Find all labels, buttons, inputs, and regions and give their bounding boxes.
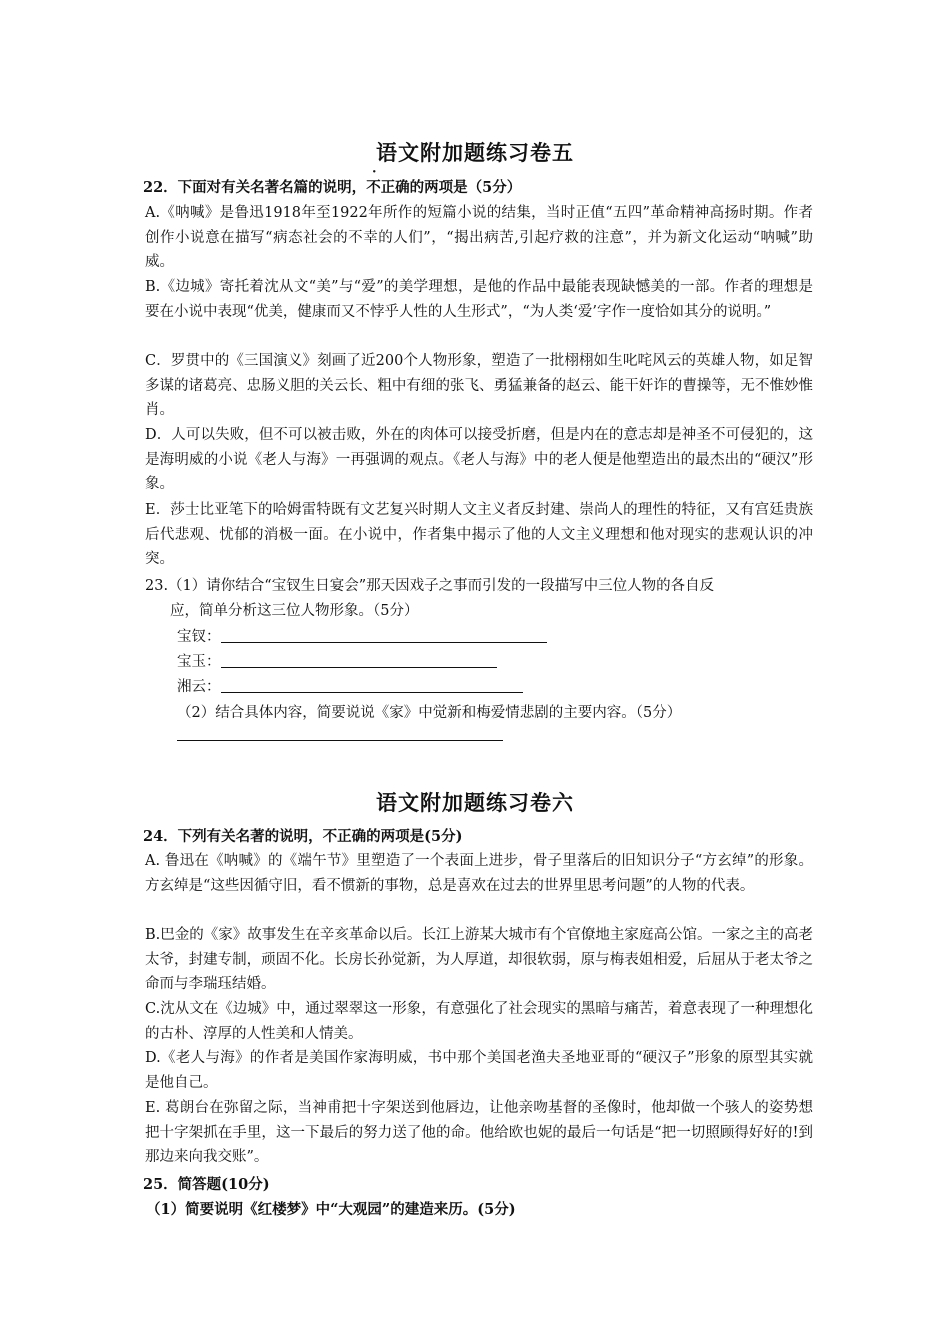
q24-option-b: B.巴金的《家》故事发生在辛亥革命以后。长江上游某大城市有个官僚地主家庭高公馆。一家之主的高老太爷，封建专制，顽固不化。长房长孙觉新，为人厚道，却很软弱，原与梅表姐相爱，后屈从于老太爷之命而与李瑞珏结婚。 xyxy=(145,927,813,993)
answer-row-q23-part2 xyxy=(177,726,503,743)
answer-row-baoyu xyxy=(177,650,497,671)
q22-option-a: A.《呐喊》是鲁迅1918年至1922年所作的短篇小说的结集，当时正值“五四”革命精神高扬时期。作者创作小说意在描写“病态社会的不幸的人们”，“揭出病苦,引起疗救的注意”，并为新文化运动“呐喊”助威。 xyxy=(145,205,813,271)
blank-xiangyun[interactable] xyxy=(221,678,523,693)
q22-prefix: 22．下面对有关名著名篇的说明， xyxy=(143,179,367,196)
q24-option-c: C.沈从文在《边城》中，通过翠翠这一形象，有意强化了社会现实的黑暗与痛苦，着意表现了一种理想化的古朴、淳厚的人性美和人情美。 xyxy=(145,1001,813,1042)
question-24-heading: 24．下列有关名著的说明，不正确的两项是(5分) xyxy=(143,828,463,845)
blank-baoyu[interactable] xyxy=(221,653,497,668)
q22-option-d: D．人可以失败，但不可以被击败，外在的肉体可以接受折磨，但是内在的意志却是神圣不可侵犯的，这是海明威的小说《老人与海》一再强调的观点。《老人与海》中的老人便是他塑造出的最杰出的“硬汉”形象。 xyxy=(145,427,813,493)
q22-option-b: B.《边城》寄托着沈从文“美”与“爱”的美学理想，是他的作品中最能表现缺憾美的一部。作者的理想是要在小说中表现“优美，健康而又不悖乎人性的人生形式”，“为人类‘爱’字作一度恰如其分的说明。” xyxy=(145,279,813,320)
q24-option-e: E. 葛朗台在弥留之际，当神甫把十字架送到他唇边，让他亲吻基督的圣像时，他却做一个骇人的姿势想把十字架抓在手里，这一下最后的努力送了他的命。他给欧也妮的最后一句话是“把一切照顾得好好的!到那边来向我交账”。 xyxy=(145,1100,813,1166)
answer-row-baochai xyxy=(177,625,547,646)
q24-option-d: D.《老人与海》的作者是美国作家海明威，书中那个美国老渔夫圣地亚哥的“硬汉子”形象的原型其实就是他自己。 xyxy=(145,1050,813,1091)
blank-q23-part2[interactable] xyxy=(177,726,503,741)
blank-baochai[interactable] xyxy=(221,628,547,643)
question-22-heading xyxy=(143,176,521,197)
q23-part2: （2）结合具体内容，简要说说《家》中觉新和梅爱情悲剧的主要内容。（5分） xyxy=(177,705,682,721)
label-baoyu: 宝玉： xyxy=(177,654,221,670)
answer-row-xiangyun xyxy=(177,675,523,696)
section5-title: 语文附加题练习卷五 xyxy=(376,140,574,165)
q25-part1: （1）简要说明《红楼梦》中“大观园”的建造来历。(5分) xyxy=(146,1201,516,1218)
section6-title: 语文附加题练习卷六 xyxy=(376,790,574,815)
q23-part1-line2: 应，简单分析这三位人物形象。（5分） xyxy=(170,603,419,619)
q22-emphasis: 不 xyxy=(366,179,381,196)
q22-option-c: C．罗贯中的《三国演义》刻画了近200个人物形象，塑造了一批栩栩如生叱咤风云的英雄人物，如足智多谋的诸葛亮、忠肠义胆的关云长、粗中有细的张飞、勇猛兼备的赵云、能干奸诈的曹操等，无不惟妙惟肖。 xyxy=(145,353,813,419)
q22-suffix: 正确的两项是（5分） xyxy=(380,179,522,196)
q24-option-a: A. 鲁迅在《呐喊》的《端午节》里塑造了一个表面上进步，骨子里落后的旧知识分子“方玄绰”的形象。方玄绰是“这些因循守旧，看不惯新的事物，总是喜欢在过去的世界里思考问题”的人物的代表。 xyxy=(145,853,813,894)
q22-option-e: E．莎士比亚笔下的哈姆雷特既有文艺复兴时期人文主义者反封建、崇尚人的理性的特征，又有宫廷贵族后代悲观、忧郁的消极一面。在小说中，作者集中揭示了他的人文主义理想和他对现实的悲观认识的冲突。 xyxy=(145,502,813,568)
q23-part1-line1: 23.（1）请你结合“宝钗生日宴会”那天因戏子之事而引发的一段描写中三位人物的各自反 xyxy=(145,578,715,594)
question-25-heading: 25．简答题(10分) xyxy=(143,1176,270,1193)
label-xiangyun: 湘云： xyxy=(177,679,221,695)
label-baochai: 宝钗： xyxy=(177,629,221,645)
